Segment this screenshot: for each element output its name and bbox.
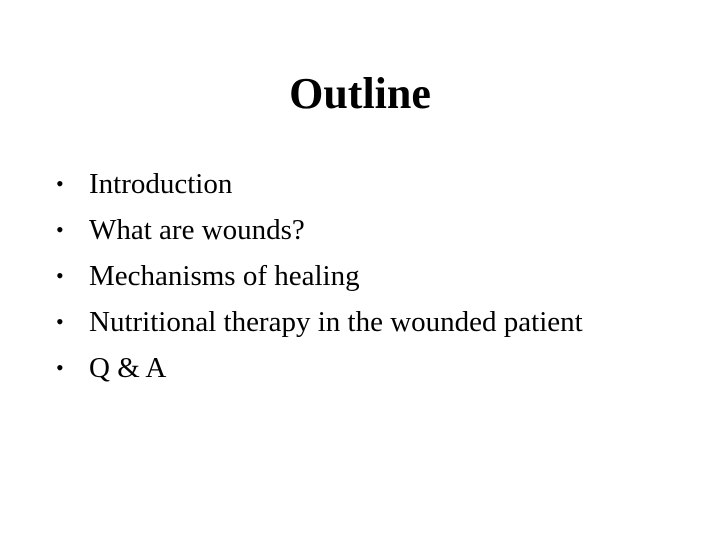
bullet-icon: •: [56, 263, 64, 288]
bullet-icon: •: [56, 171, 64, 196]
list-item-text: Nutritional therapy in the wounded patient: [89, 306, 583, 338]
bullet-icon: •: [56, 355, 64, 380]
bullet-icon: •: [56, 217, 64, 242]
slide-title: Outline: [289, 69, 431, 118]
list-item-text: Introduction: [89, 168, 233, 200]
list-item-text: Q & A: [89, 352, 167, 384]
list-item-text: What are wounds?: [89, 214, 305, 246]
list-item-text: Mechanisms of healing: [89, 260, 360, 292]
bullet-icon: •: [56, 309, 64, 334]
